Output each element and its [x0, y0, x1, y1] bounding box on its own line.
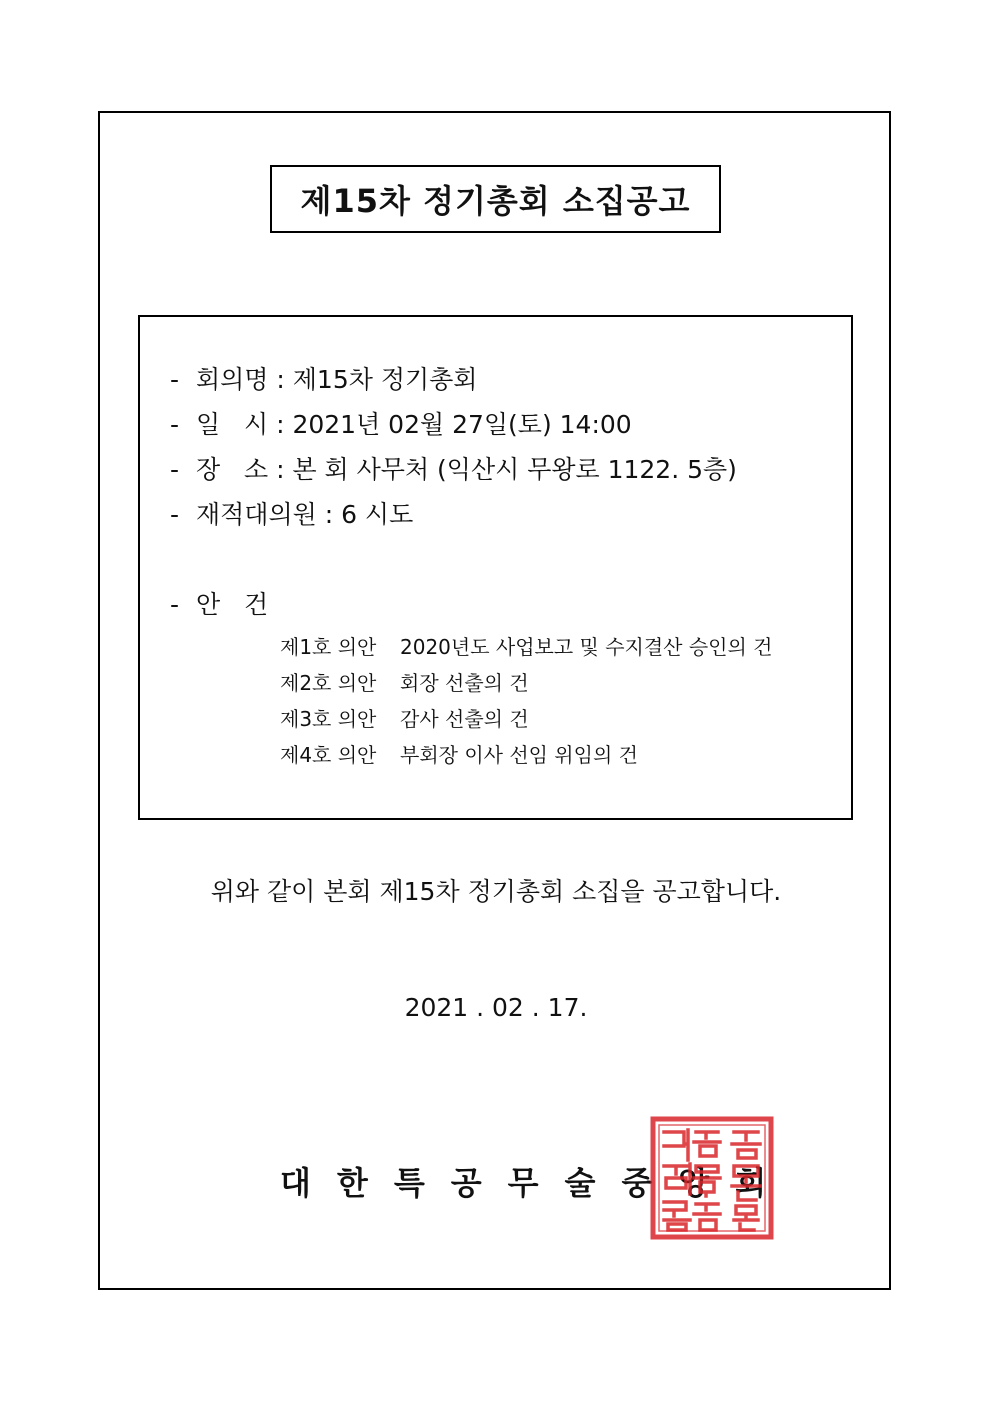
agenda-heading-row: [170, 590, 268, 620]
bullet-dash: -: [170, 410, 180, 439]
bullet-dash: -: [170, 590, 180, 619]
agenda-text: 2020년도 사업보고 및 수지결산 승인의 건: [400, 635, 773, 659]
title-box: [270, 165, 721, 233]
agenda-number: 제2호 의안: [280, 671, 377, 695]
agenda-number: 제4호 의안: [280, 743, 377, 767]
datetime-text: 일 시 : 2021년 02월 27일(토) 14:00: [196, 410, 632, 439]
place-row: [170, 455, 737, 485]
delegates-row: [170, 500, 413, 530]
meeting-name-text: 회의명 : 제15차 정기총회: [196, 365, 478, 394]
agenda-item: [280, 706, 529, 732]
agenda-item: [280, 634, 773, 660]
seal-glyphs: [664, 1130, 760, 1230]
agenda-item: [280, 670, 529, 696]
organization-name: 대한특공무술중앙회: [280, 1164, 793, 1202]
agenda-text: 부회장 이사 선임 위임의 건: [400, 743, 638, 767]
agenda-heading: 안 건: [196, 590, 269, 619]
official-seal-stamp: [650, 1116, 774, 1240]
closing-statement: 위와 같이 본회 제15차 정기총회 소집을 공고합니다.: [210, 877, 782, 906]
bullet-dash: -: [170, 455, 180, 484]
page-title: 제15차 정기총회 소집공고: [300, 182, 691, 220]
agenda-text: 감사 선출의 건: [400, 707, 529, 731]
bullet-dash: -: [170, 365, 180, 394]
agenda-text: 회장 선출의 건: [400, 671, 529, 695]
place-text: 장 소 : 본 회 사무처 (익산시 무왕로 1122. 5층): [196, 455, 737, 484]
delegates-text: 재적대의원 : 6 시도: [196, 500, 414, 529]
datetime-row: [170, 410, 632, 440]
bullet-dash: -: [170, 500, 180, 529]
notice-date: 2021 . 02 . 17.: [404, 993, 588, 1022]
agenda-number: 제3호 의안: [280, 707, 377, 731]
agenda-item: [280, 742, 638, 768]
meeting-name-row: [170, 365, 477, 395]
agenda-number: 제1호 의안: [280, 635, 377, 659]
